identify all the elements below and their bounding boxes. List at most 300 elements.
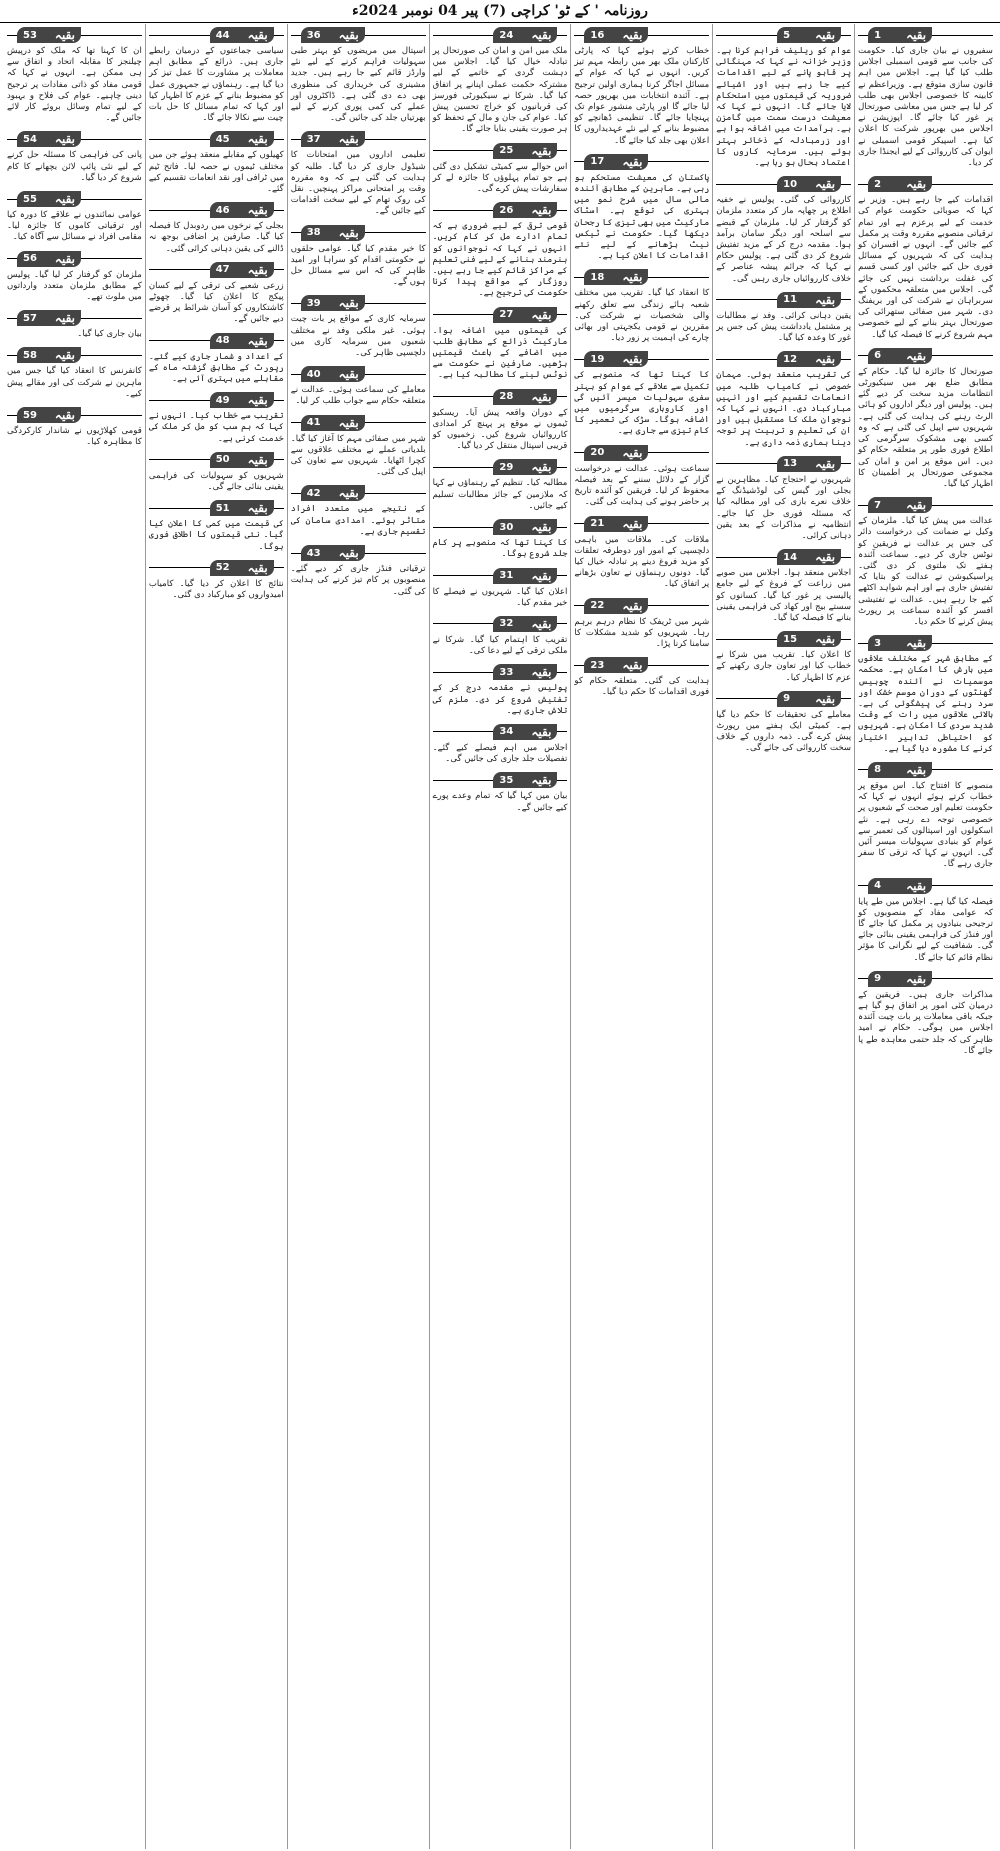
continuation-item (858, 173, 993, 341)
continuation-badge (868, 878, 932, 894)
continuation-label: بقیہ (622, 598, 643, 613)
continuation-label: بقیہ (622, 516, 643, 531)
continuation-label: بقیہ (815, 177, 836, 192)
continuation-number: 28 (499, 391, 514, 403)
continuation-item (858, 24, 993, 169)
continuation-item (858, 494, 993, 628)
continuation-header (716, 292, 851, 308)
continuation-item (858, 759, 993, 871)
continuation-text: شہریوں نے احتجاج کیا۔ مظاہرین نے بجلی اور گیس کی لوڈشیڈنگ کے خلاف نعرے بازی کی اور مطالبہ کیا کہ مسئلہ فوری حل کیا جائے۔ انتظامیہ نے مذاکرات کے بعد یقین دہانی کرائی۔ (716, 474, 852, 541)
continuation-badge (584, 516, 648, 532)
continuation-header (433, 27, 568, 43)
continuation-text: قومی ترقی کے لیے ضروری ہے کہ تمام ادارے مل کر کام کریں۔ انہوں نے کہا کہ نوجوانوں کو ہنرمند بنانے کے لیے فنی تعلیم کے مراکز قائم کیے جا رہے ہیں۔ روزگار کے مواقع پیدا کرنا حکومت کی ترجیح ہے۔ (432, 221, 568, 299)
continuation-number: 56 (22, 253, 37, 265)
continuation-item (574, 348, 709, 437)
continuation-badge (777, 351, 841, 367)
continuation-label: بقیہ (906, 636, 927, 651)
continuation-badge (584, 269, 648, 285)
continuation-label: بقیہ (622, 445, 643, 460)
continuation-label: بقیہ (338, 546, 359, 561)
continuation-label: بقیہ (815, 352, 836, 367)
continuation-text: معاملے کی تحقیقات کا حکم دیا گیا ہے۔ کمیٹی ایک ہفتے میں رپورٹ پیش کرے گی۔ ذمہ داروں کے خلاف سخت کارروائی کی جائے گی۔ (716, 709, 852, 754)
continuation-header (716, 456, 851, 472)
continuation-label: بقیہ (531, 28, 552, 42)
continuation-badge (17, 407, 81, 423)
continuation-number: 9 (874, 973, 882, 985)
continuation-number: 22 (590, 600, 605, 612)
continuation-number: 54 (22, 133, 37, 145)
continuation-number: 34 (499, 726, 514, 738)
continuation-number: 37 (306, 133, 321, 145)
continuation-header (716, 351, 851, 367)
continuation-number: 27 (499, 309, 514, 321)
continuation-badge (210, 500, 274, 516)
continuation-number: 11 (783, 294, 798, 306)
continuation-badge (210, 452, 274, 468)
continuation-item (858, 345, 993, 490)
continuation-header (858, 348, 993, 364)
continuation-header (433, 664, 568, 680)
continuation-badge (584, 598, 648, 614)
continuation-badge (868, 348, 932, 364)
continuation-number: 51 (215, 502, 230, 514)
continuation-number: 14 (783, 551, 798, 563)
continuation-text: تقریب سے خطاب کیا۔ انہوں نے کہا کہ ہم سب کو مل کر ملک کی خدمت کرنی ہے۔ (148, 411, 284, 444)
continuation-number: 46 (215, 204, 230, 216)
continuation-badge (301, 225, 365, 241)
continuation-badge (493, 772, 557, 788)
continuation-header (433, 459, 568, 475)
continuation-text: ان کا کہنا تھا کہ ملک کو درپیش چیلنجز کا مقابلہ اتحاد و اتفاق سے ہی ممکن ہے۔ انہوں نے کہا کہ قومی مفاد کو ذاتی مفادات پر ترجیح دینی چاہیے۔ عوام کی فلاح و بہبود کے لیے تمام وسائل بروئے کار لائے جائیں گے۔ (6, 46, 142, 124)
continuation-item (858, 968, 993, 1057)
continuation-label: بقیہ (531, 724, 552, 739)
continuation-item (7, 188, 142, 244)
continuation-header (291, 485, 426, 501)
continuation-number: 49 (215, 394, 230, 406)
continuation-header (574, 351, 709, 367)
continuation-label: بقیہ (338, 486, 359, 501)
continuation-number: 5 (783, 29, 791, 41)
continuation-label: بقیہ (338, 132, 359, 147)
continuation-item (149, 259, 284, 326)
continuation-text: کی قیمت میں کمی کا اعلان کیا گیا۔ نئی قیمتوں کا اطلاق فوری ہوگا۔ (148, 519, 284, 552)
continuation-header (7, 251, 142, 267)
continuation-label: بقیہ (247, 501, 268, 516)
continuation-badge (17, 27, 81, 43)
continuation-header (858, 971, 993, 987)
continuation-text: کارروائی کی گئی۔ پولیس نے خفیہ اطلاع پر چھاپہ مار کر متعدد ملزمان کو گرفتار کر لیا۔ ملزمان کے قبضے سے اسلحہ اور دیگر سامان برآمد ہوا۔ مقدمہ درج کر کے مزید تفتیش شروع کر دی گئی ہے۔ پولیس حکام نے کہا کہ جرائم پیشہ عناصر کے خلاف کارروائیاں جاری رہیں گی۔ (716, 195, 852, 284)
continuation-text: منصوبے کا افتتاح کیا۔ اس موقع پر خطاب کرتے ہوئے انہوں نے کہا کہ حکومت تعلیم اور صحت کے شعبوں پر خصوصی توجہ دے رہی ہے۔ نئے اسکولوں اور اسپتالوں کی تعمیر سے عوام کو بنیادی سہولیات میسر آئیں گی۔ انہوں نے کہا کہ ترقی کا سفر جاری رہے گا۔ (858, 780, 993, 870)
continuation-text: پولیس نے مقدمہ درج کر کے تفتیش شروع کر دی۔ ملزم کی تلاش جاری ہے۔ (432, 683, 568, 716)
continuation-item (291, 542, 426, 598)
continuation-number: 15 (783, 633, 798, 645)
continuation-badge (493, 202, 557, 218)
continuation-badge (17, 251, 81, 267)
continuation-badge (493, 143, 557, 159)
continuation-item (433, 304, 568, 382)
continuation-header (7, 191, 142, 207)
continuation-item (149, 557, 284, 601)
continuation-header (574, 657, 709, 673)
continuation-header (858, 635, 993, 651)
continuation-label: بقیہ (531, 616, 552, 631)
news-column (287, 24, 429, 1849)
continuation-item (291, 482, 426, 538)
continuation-item (433, 721, 568, 765)
continuation-label: بقیہ (906, 878, 927, 893)
continuation-header (149, 392, 284, 408)
continuation-number: 50 (215, 454, 230, 466)
continuation-badge (301, 545, 365, 561)
continuation-number: 24 (499, 29, 514, 41)
continuation-label: بقیہ (531, 460, 552, 475)
continuation-item (291, 363, 426, 407)
continuation-badge (493, 27, 557, 43)
continuation-item (7, 344, 142, 400)
continuation-text: اجلاس منعقد ہوا۔ اجلاس میں صوبے میں زراعت کے فروغ کے لیے جامع پالیسی پر غور کیا گیا۔ کسانوں کو سستے بیج اور کھاد کی فراہمی یقینی بنانے کا فیصلہ کیا گیا۔ (716, 568, 852, 623)
continuation-number: 40 (306, 368, 321, 380)
news-column (854, 24, 996, 1849)
continuation-header (149, 27, 284, 43)
continuation-item (149, 330, 284, 386)
continuation-header (574, 154, 709, 170)
continuation-header (858, 27, 993, 43)
continuation-text: ملک میں امن و امان کی صورتحال پر تبادلہ خیال کیا گیا۔ اجلاس میں دہشت گردی کے خاتمے کے لیے مشترکہ حکمت عملی اپنانے پر اتفاق کیا گیا۔ شرکا نے سیکیورٹی فورسز کی قربانیوں کو خراج تحسین پیش کیا۔ عوام کی جان و مال کے تحفظ کو ہر صورت یقینی بنایا جائے گا۔ (432, 46, 568, 135)
continuation-label: بقیہ (906, 28, 927, 42)
continuation-text: زرعی شعبے کی ترقی کے لیے کسان پیکج کا اعلان کیا گیا۔ چھوٹے کاشتکاروں کو آسان شرائط پر قرضے دیے جائیں گے۔ (148, 280, 284, 325)
continuation-item (574, 595, 709, 651)
continuation-header (7, 27, 142, 43)
continuation-label: بقیہ (338, 225, 359, 240)
continuation-label: بقیہ (54, 132, 75, 147)
continuation-text: کا اعلان کیا۔ تقریب میں شرکا نے خطاب کیا اور تعاون جاری رکھنے کے عزم کا اظہار کیا۔ (716, 650, 852, 683)
continuation-badge (868, 27, 932, 43)
continuation-text: ملزمان کو گرفتار کر لیا گیا۔ پولیس کے مطابق ملزمان متعدد وارداتوں میں ملوث تھے۔ (6, 269, 142, 303)
continuation-text: معاملے کی سماعت ہوئی۔ عدالت نے متعلقہ حکام سے جواب طلب کر لیا۔ (290, 385, 426, 407)
continuation-number: 30 (499, 521, 514, 533)
continuation-text: اس حوالے سے کمیٹی تشکیل دی گئی ہے جو تمام پہلوؤں کا جائزہ لے کر سفارشات پیش کرے گی۔ (432, 161, 568, 195)
continuation-number: 8 (874, 764, 882, 776)
continuation-header (291, 295, 426, 311)
continuation-item (716, 546, 851, 624)
continuation-badge (301, 131, 365, 147)
continuation-badge (493, 664, 557, 680)
continuation-text: کانفرنس کا انعقاد کیا گیا جس میں ماہرین نے شرکت کی اور مقالے پیش کیے۔ (6, 366, 142, 399)
continuation-number: 53 (22, 29, 37, 41)
continuation-item (433, 661, 568, 717)
continuation-badge (584, 657, 648, 673)
continuation-item (433, 456, 568, 512)
continuation-number: 35 (499, 774, 514, 786)
continuation-text: فیصلہ کیا گیا ہے۔ اجلاس میں طے پایا کہ عوامی مفاد کے منصوبوں کو ترجیحی بنیادوں پر مکمل کیا جائے گا اور فنڈز کی فراہمی یقینی بنائی جائے گی۔ شفافیت کے لیے نگرانی کا مؤثر نظام قائم کیا جائے گا۔ (858, 896, 993, 963)
continuation-header (574, 269, 709, 285)
continuation-text: بیان جاری کیا گیا۔ (77, 329, 142, 340)
continuation-text: صورتحال کا جائزہ لیا گیا۔ حکام کے مطابق ضلع بھر میں سیکیورٹی انتظامات مزید سخت کر دیے گئے ہیں۔ پولیس اور دیگر اداروں کو ہائی الرٹ رہنے کی ہدایت کی گئی ہے۔ شہریوں سے اپیل کی گئی ہے کہ وہ کسی بھی مشکوک سرگرمی کی اطلاع فوری طور پر متعلقہ حکام کو دیں۔ اس موقع پر امن و امان کی مجموعی صورتحال پر اطمینان کا اظہار کیا گیا۔ (858, 366, 993, 489)
continuation-label: بقیہ (54, 311, 75, 326)
continuation-text: قومی کھلاڑیوں نے شاندار کارکردگی کا مظاہرہ کیا۔ (6, 426, 142, 448)
continuation-label: بقیہ (815, 691, 836, 706)
continuation-label: بقیہ (622, 28, 643, 42)
continuation-text: پانی کی فراہمی کا مسئلہ حل کرنے کے لیے نئی پائپ لائن بچھانے کا کام شروع کر دیا گیا۔ (6, 150, 142, 183)
continuation-label: بقیہ (815, 28, 836, 42)
continuation-badge (210, 392, 274, 408)
continuation-item (433, 24, 568, 136)
continuation-header (433, 389, 568, 405)
continuation-badge (868, 762, 932, 778)
continuation-number: 7 (874, 499, 882, 511)
news-column (570, 24, 712, 1849)
continuation-label: بقیہ (247, 203, 268, 218)
continuation-header (433, 143, 568, 159)
continuation-label: بقیہ (54, 251, 75, 266)
continuation-label: بقیہ (54, 192, 75, 207)
continuation-number: 3 (874, 637, 882, 649)
continuation-header (291, 366, 426, 382)
continuation-label: بقیہ (247, 452, 268, 467)
continuation-header (149, 262, 284, 278)
continuation-label: بقیہ (815, 632, 836, 647)
continuation-header (433, 307, 568, 323)
continuation-badge (584, 27, 648, 43)
continuation-item (433, 516, 568, 560)
continuation-item (716, 688, 851, 755)
continuation-header (858, 762, 993, 778)
continuation-header (291, 415, 426, 431)
continuation-header (858, 497, 993, 513)
continuation-header (7, 310, 142, 326)
continuation-label: بقیہ (622, 270, 643, 285)
continuation-item (149, 128, 284, 195)
continuation-text: شہریوں کو سہولیات کی فراہمی یقینی بنائی جائے گی۔ (148, 470, 284, 493)
continuation-number: 43 (306, 547, 321, 559)
continuation-header (433, 202, 568, 218)
continuation-label: بقیہ (247, 393, 268, 408)
continuation-badge (17, 131, 81, 147)
continuation-header (716, 27, 851, 43)
continuation-header (574, 598, 709, 614)
continuation-label: بقیہ (54, 408, 75, 423)
continuation-number: 9 (783, 693, 791, 705)
continuation-badge (210, 262, 274, 278)
continuation-label: بقیہ (531, 520, 552, 535)
continuation-header (149, 500, 284, 516)
continuation-item (716, 628, 851, 684)
continuation-label: بقیہ (247, 560, 268, 575)
continuation-badge (301, 295, 365, 311)
continuation-header (433, 772, 568, 788)
continuation-text: ملاقات کی۔ ملاقات میں باہمی دلچسپی کے امور اور دوطرفہ تعلقات کو مزید فروغ دینے پر تبادلہ خیال کیا گیا۔ دونوں رہنماؤں نے تعاون بڑھانے پر اتفاق کیا۔ (574, 534, 710, 590)
continuation-number: 44 (215, 29, 230, 41)
continuation-item (716, 348, 851, 448)
continuation-text: اعلان کیا گیا۔ شہریوں نے فیصلے کا خیر مقدم کیا۔ (432, 586, 568, 608)
continuation-header (291, 545, 426, 561)
continuation-label: بقیہ (622, 658, 643, 673)
continuation-badge (868, 971, 932, 987)
continuation-badge (17, 310, 81, 326)
continuation-item (433, 565, 568, 609)
continuation-header (716, 691, 851, 707)
continuation-header (291, 225, 426, 241)
continuation-header (149, 333, 284, 349)
continuation-badge (868, 635, 932, 651)
continuation-badge (210, 560, 274, 576)
continuation-item (291, 412, 426, 479)
continuation-text: کا کہنا تھا کہ منصوبے پر کام جلد شروع ہوگا۔ (432, 538, 568, 560)
continuation-badge (17, 191, 81, 207)
continuation-text: تقریب کا اہتمام کیا گیا۔ شرکا نے ملکی ترقی کے لیے دعا کی۔ (432, 634, 568, 657)
continuation-item (716, 24, 851, 169)
continuation-label: بقیہ (622, 154, 643, 169)
continuation-text: کی قیمتوں میں اضافہ ہوا۔ مارکیٹ ذرائع کے مطابق طلب میں اضافے کے باعث قیمتیں بڑھیں۔ صارفین نے حکومت سے نوٹس لینے کا مطالبہ کیا ہے۔ (432, 325, 568, 381)
continuation-item (858, 875, 993, 964)
continuation-badge (777, 691, 841, 707)
continuation-label: بقیہ (531, 773, 552, 788)
continuation-header (433, 519, 568, 535)
continuation-badge (868, 497, 932, 513)
continuation-number: 42 (306, 487, 321, 499)
continuation-header (149, 560, 284, 576)
continuation-label: بقیہ (906, 348, 927, 363)
continuation-text: شہر میں صفائی مہم کا آغاز کیا گیا۔ بلدیاتی عملے نے مختلف علاقوں سے کچرا اٹھایا۔ شہریوں سے تعاون کی اپیل کی گئی۔ (290, 433, 426, 478)
continuation-header (574, 27, 709, 43)
news-column (145, 24, 287, 1849)
continuation-item (574, 442, 709, 509)
continuation-text: سفیروں نے بیان جاری کیا۔ حکومت کی جانب سے قومی اسمبلی اجلاس طلب کیا گیا ہے۔ اجلاس میں اہم قانون سازی متوقع ہے۔ وزیراعظم نے کابینہ کا خصوصی اجلاس بھی طلب کر لیا ہے جس میں معاشی صورتحال پر غور کیا جائے گا۔ اپوزیشن نے اجلاس میں بھرپور شرکت کا اعلان کیا ہے۔ اسپیکر قومی اسمبلی نے ایوان کی کارروائی کے لیے ایجنڈا جاری کر دیا۔ (858, 46, 993, 169)
continuation-text: مذاکرات جاری ہیں۔ فریقین کے درمیان کئی امور پر اتفاق ہو گیا ہے جبکہ باقی معاملات پر بات چیت آئندہ اجلاس میں ہوگی۔ حکام نے امید ظاہر کی کہ جلد حتمی معاہدہ طے پا جائے گا۔ (858, 989, 993, 1056)
continuation-label: بقیہ (338, 296, 359, 311)
continuation-header (716, 549, 851, 565)
continuation-badge (777, 27, 841, 43)
continuation-item (291, 24, 426, 124)
continuation-badge (301, 485, 365, 501)
news-column (429, 24, 571, 1849)
continuation-header (574, 445, 709, 461)
continuation-badge (210, 202, 274, 218)
continuation-item (574, 654, 709, 698)
continuation-item (7, 24, 142, 124)
continuation-number: 41 (306, 417, 321, 429)
continuation-text: خطاب کرتے ہوئے کہا کہ پارٹی کارکنان ملک بھر میں رابطہ مہم تیز کریں۔ انہوں نے کہا کہ عوام کے مسائل اجاگر کرنا ہماری اولین ترجیح ہے۔ آئندہ انتخابات میں بھرپور حصہ لیا جائے گا اور پارٹی منشور عوام تک پہنچایا جائے گا۔ تنظیمی ڈھانچے کو مضبوط بنانے کے لیے نئے عہدیداروں کا اعلان بھی جلد کیا جائے گا۔ (574, 46, 710, 146)
continuation-text: کا کہنا تھا کہ منصوبے کی تکمیل سے علاقے کے عوام کو بہتر سفری سہولیات میسر آئیں گی اور کاروباری سرگرمیوں میں اضافہ ہوگا۔ سڑک کی تعمیر کا کام تیزی سے جاری ہے۔ (574, 370, 710, 437)
continuation-number: 48 (215, 335, 230, 347)
continuation-text: تعلیمی اداروں میں امتحانات کا شیڈول جاری کر دیا گیا۔ طلبہ کو ہدایت کی گئی ہے کہ وہ مقررہ وقت پر امتحانی مراکز پہنچیں۔ نقل کی روک تھام کے لیے سخت اقدامات کیے جائیں گے۔ (290, 150, 426, 217)
continuation-text: سرمایہ کاری کے مواقع پر بات چیت ہوئی۔ غیر ملکی وفد نے مختلف شعبوں میں سرمایہ کاری میں دلچسپی ظاہر کی۔ (290, 314, 426, 359)
continuation-badge (493, 616, 557, 632)
continuation-item (7, 128, 142, 184)
continuation-header (574, 516, 709, 532)
continuation-badge (584, 351, 648, 367)
continuation-badge (210, 27, 274, 43)
continuation-text: اسپتال میں مریضوں کو بہتر طبی سہولیات فراہم کرنے کے لیے نئے وارڈز قائم کیے جا رہے ہیں۔ جدید مشینری کی خریداری کی منظوری بھی دے دی گئی ہے۔ ڈاکٹروں اور عملے کی کمی پوری کرنے کے لیے بھرتیاں جلد کی جائیں گی۔ (290, 46, 426, 124)
continuation-number: 17 (590, 156, 605, 168)
continuation-label: بقیہ (247, 262, 268, 277)
continuation-text: کھیلوں کے مقابلے منعقد ہوئے جن میں مختلف ٹیموں نے حصہ لیا۔ فاتح ٹیم میں ٹرافی اور نقد انعامات تقسیم کیے گئے۔ (148, 150, 284, 195)
continuation-badge (493, 459, 557, 475)
continuation-label: بقیہ (906, 498, 927, 513)
continuation-badge (301, 366, 365, 382)
continuation-number: 1 (874, 29, 882, 41)
continuation-badge (777, 631, 841, 647)
continuation-item (716, 289, 851, 345)
continuation-label: بقیہ (247, 333, 268, 348)
continuation-number: 58 (22, 349, 37, 361)
continuation-item (149, 449, 284, 493)
continuation-number: 23 (590, 659, 605, 671)
continuation-label: بقیہ (622, 352, 643, 367)
continuation-number: 25 (499, 145, 514, 157)
continuation-number: 12 (783, 353, 798, 365)
continuation-label: بقیہ (906, 971, 927, 986)
continuation-header (291, 131, 426, 147)
continuation-item (149, 199, 284, 255)
continuation-item (291, 292, 426, 359)
continuation-header (858, 176, 993, 192)
continuation-number: 38 (306, 227, 321, 239)
continuation-header (433, 616, 568, 632)
continuation-item (291, 128, 426, 217)
continuation-header (291, 27, 426, 43)
continuation-label: بقیہ (338, 367, 359, 382)
continuation-header (716, 631, 851, 647)
continuation-text: سیاسی جماعتوں کے درمیان رابطے جاری ہیں۔ ذرائع کے مطابق اہم معاملات پر مشاورت کا عمل تیز کر دیا گیا ہے۔ رہنماؤں نے جمہوری عمل کو مضبوط بنانے کے عزم کا اظہار کیا اور کہا کہ تمام مسائل کا حل بات چیت سے نکالا جائے گا۔ (148, 46, 284, 124)
continuation-number: 6 (874, 350, 882, 362)
continuation-number: 47 (215, 264, 230, 276)
continuation-header (149, 131, 284, 147)
continuation-badge (868, 176, 932, 192)
continuation-text: کے اعداد و شمار جاری کیے گئے۔ رپورٹ کے مطابق گزشتہ ماہ کے مقابلے میں بہتری آئی ہے۔ (148, 351, 284, 385)
continuation-badge (777, 456, 841, 472)
continuation-badge (777, 292, 841, 308)
continuation-label: بقیہ (531, 568, 552, 583)
continuation-header (858, 878, 993, 894)
continuation-number: 33 (499, 666, 514, 678)
continuation-number: 19 (590, 353, 605, 365)
continuation-item (291, 222, 426, 289)
continuation-badge (301, 415, 365, 431)
continuation-text: بیان میں کہا گیا کہ تمام وعدے پورے کیے جائیں گے۔ (432, 791, 568, 813)
continuation-badge (584, 154, 648, 170)
continuation-item (716, 173, 851, 285)
continuation-text: یقین دہانی کرائی۔ وفد نے مطالبات پر مشتمل یادداشت پیش کی جس پر غور کا وعدہ کیا گیا۔ (716, 310, 852, 344)
continuation-label: بقیہ (906, 762, 927, 777)
continuation-item (7, 248, 142, 304)
continuation-item (7, 404, 142, 448)
masthead (0, 0, 1000, 23)
continuation-text: عوام کو ریلیف فراہم کرنا ہے۔ وزیر خزانہ نے کہا کہ مہنگائی پر قابو پانے کے لیے اقدامات کیے جا رہے ہیں اور اشیائے ضروریہ کی قیمتوں میں استحکام لایا جائے گا۔ انہوں نے کہا کہ معیشت درست سمت میں گامزن ہے۔ برآمدات میں اضافہ ہوا ہے اور زرمبادلہ کے ذخائر بہتر ہوئے ہیں۔ سرمایہ کاروں کا اعتماد بحال ہو رہا ہے۔ (716, 46, 852, 169)
continuation-item (574, 151, 709, 263)
continuation-badge (210, 131, 274, 147)
continuation-label: بقیہ (54, 348, 75, 363)
continuation-badge (493, 389, 557, 405)
continuation-item (433, 386, 568, 453)
continuation-item (433, 199, 568, 299)
continuation-badge (493, 519, 557, 535)
continuation-text: کے نتیجے میں متعدد افراد متاثر ہوئے۔ امدادی سامان کی تقسیم جاری ہے۔ (290, 504, 426, 537)
continuation-badge (777, 176, 841, 192)
continuation-badge (493, 568, 557, 584)
continuation-header (716, 176, 851, 192)
continuation-number: 52 (215, 562, 230, 574)
columns (4, 24, 996, 1849)
continuation-number: 16 (590, 29, 605, 41)
continuation-number: 26 (499, 204, 514, 216)
continuation-item (858, 632, 993, 755)
continuation-label: بقیہ (531, 389, 552, 404)
continuation-header (433, 568, 568, 584)
continuation-number: 55 (22, 193, 37, 205)
continuation-text: کی تقریب منعقد ہوئی۔ مہمان خصوصی نے کامیاب طلبہ میں انعامات تقسیم کیے اور انہیں مبارکباد دی۔ انہوں نے کہا کہ نوجوان ملک کا مستقبل ہیں اور ان کی تعلیم و تربیت پر توجہ دینا ہماری ذمہ داری ہے۔ (716, 370, 852, 448)
continuation-item (433, 769, 568, 813)
